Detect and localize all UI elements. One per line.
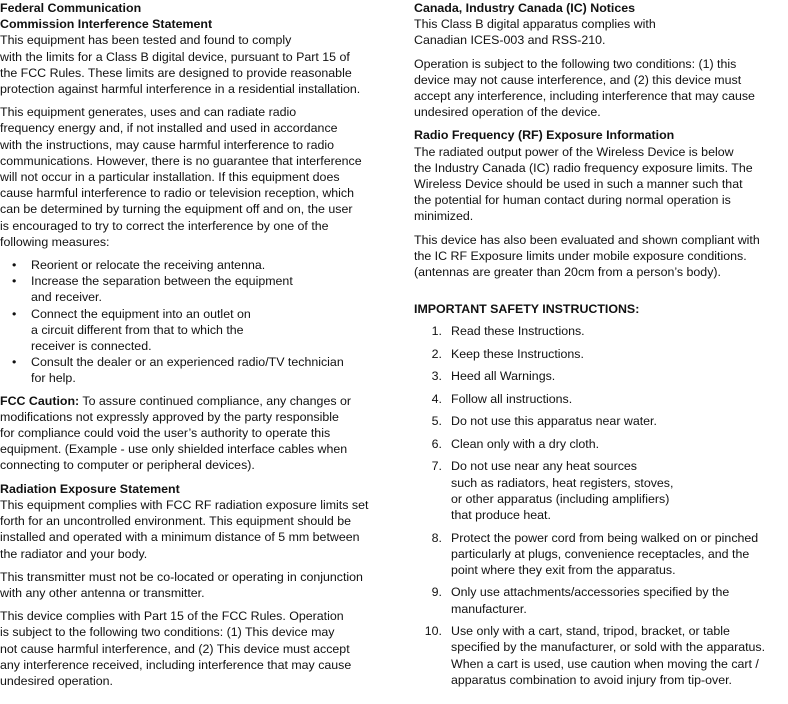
- text-line: Read these Instructions.: [451, 324, 585, 339]
- item-text: [451, 392, 572, 406]
- rf-heading: Radio Frequency (RF) Exposure Information: [414, 128, 675, 143]
- text-line: and receiver.: [31, 290, 102, 305]
- text-line: forth for an uncontrolled environment. This equipment should be: [0, 514, 352, 529]
- text-line: with the instructions, may cause harmful interference to radio: [0, 137, 335, 152]
- fcc-heading-line-1: Federal Communication: [0, 1, 142, 15]
- item-number: 3.: [431, 369, 442, 384]
- text-line: equipment. (Example - use only shielded interface cables when: [0, 442, 348, 457]
- item-text: [451, 369, 555, 383]
- radiation-paragraph-3: [0, 608, 392, 689]
- text-line: To assure continued compliance, any changes or: [79, 393, 351, 408]
- list-item: [414, 368, 788, 384]
- text-line: (antennas are greater than 20cm from a person’s body).: [414, 265, 721, 280]
- text-line: This equipment complies with FCC RF radiation exposure limits set: [0, 497, 369, 512]
- text-line: This device complies with Part 15 of the FCC Rules. Operation: [0, 609, 344, 624]
- text-line: The radiated output power of the Wireless Device is below: [414, 144, 734, 159]
- spacer: [414, 287, 788, 301]
- item-number: 10.: [424, 624, 442, 639]
- item-number: 5.: [431, 414, 442, 429]
- text-line: This Class B digital apparatus complies with: [414, 17, 656, 32]
- text-line: installed and operated with a minimum distance of 5 mm between: [0, 530, 360, 545]
- text-line: minimized.: [414, 209, 474, 224]
- fcc-caution: [0, 393, 392, 474]
- text-line: the FCC Rules. These limits are designed to provide reasonable: [0, 65, 352, 80]
- text-line: Clean only with a dry cloth.: [451, 436, 600, 451]
- list-item: [414, 436, 788, 452]
- fcc-paragraph-1: [0, 32, 392, 97]
- text-line: that produce heat.: [451, 508, 551, 523]
- list-item: [0, 273, 392, 305]
- text-line: This device has also been evaluated and shown compliant with: [414, 232, 760, 247]
- text-line: or other apparatus (including amplifiers): [451, 491, 670, 506]
- text-line: Consult the dealer or an experienced radio/TV technician: [31, 355, 344, 370]
- left-column: [0, 0, 392, 696]
- text-line: such as radiators, heat registers, stoves,: [451, 475, 674, 490]
- text-line: Keep these Instructions.: [451, 346, 584, 361]
- text-line: Protect the power cord from being walked on or pinched: [451, 530, 759, 545]
- text-line: This transmitter must not be co-located or operating in conjunction: [0, 569, 363, 584]
- text-line: Only use attachments/accessories specified by the: [451, 585, 730, 600]
- list-item: [0, 306, 392, 355]
- text-line: communications. However, there is no guarantee that interference: [0, 153, 362, 168]
- text-line: with the limits for a Class B digital device, pursuant to Part 15 of: [0, 49, 350, 64]
- list-item: [414, 623, 788, 688]
- ic-paragraph-1: [414, 16, 788, 48]
- text-line: undesired operation of the device.: [414, 105, 601, 120]
- text-line: Reorient or relocate the receiving antenna.: [31, 258, 266, 273]
- item-text: [451, 585, 729, 615]
- item-number: 7.: [431, 459, 442, 474]
- text-line: Canadian ICES-003 and RSS-210.: [414, 33, 606, 48]
- list-item: [414, 530, 788, 579]
- text-line: following measures:: [0, 234, 110, 249]
- rf-paragraph-1: [414, 144, 788, 225]
- measures-list: [0, 257, 392, 387]
- text-line: Connect the equipment into an outlet on: [31, 306, 251, 321]
- item-number: 8.: [431, 530, 442, 545]
- text-line: accept any interference, including interference that may cause: [414, 89, 755, 104]
- text-line: apparatus combination to avoid injury from tip-over.: [451, 672, 732, 687]
- text-line: manufacturer.: [451, 601, 527, 616]
- text-line: receiver is connected.: [31, 339, 152, 354]
- radiation-heading: Radiation Exposure Statement: [0, 481, 180, 496]
- list-item: [0, 257, 392, 273]
- item-number: 6.: [431, 436, 442, 451]
- text-line: will not occur in a particular installation. If this equipment does: [0, 170, 340, 185]
- fcc-caution-label: FCC Caution:: [0, 393, 80, 408]
- text-line: Increase the separation between the equipment: [31, 274, 293, 289]
- text-line: can be determined by turning the equipment off and on, the user: [0, 202, 353, 217]
- text-line: Do not use this apparatus near water.: [451, 414, 657, 429]
- item-number: 2.: [431, 346, 442, 361]
- text-line: Follow all instructions.: [451, 391, 573, 406]
- text-line: Wireless Device should be used in such a manner such that: [414, 177, 743, 192]
- text-line: undesired operation.: [0, 673, 113, 688]
- text-line: frequency energy and, if not installed and used in accordance: [0, 121, 338, 136]
- text-line: This equipment generates, uses and can radiate radio: [0, 105, 297, 120]
- text-line: modifications not expressly approved by the party responsible: [0, 409, 339, 424]
- item-number: 9.: [431, 585, 442, 600]
- text-line: the IC RF Exposure limits under mobile exposure conditions.: [414, 248, 747, 263]
- text-line: point where they exit from the apparatus.: [451, 562, 676, 577]
- text-line: cause harmful interference to radio or television reception, which: [0, 186, 355, 201]
- list-item: [0, 354, 392, 386]
- right-column: [414, 0, 788, 694]
- text-line: the radiator and your body.: [0, 546, 148, 561]
- ic-paragraph-2: [414, 56, 788, 121]
- radiation-paragraph-1: [0, 497, 392, 562]
- safety-instructions-list: [414, 323, 788, 688]
- list-item: [414, 346, 788, 362]
- text-line: the potential for human contact during normal operation is: [414, 193, 731, 208]
- text-line: Do not use near any heat sources: [451, 459, 637, 474]
- item-number: 1.: [431, 324, 442, 339]
- list-item: [414, 458, 788, 523]
- fcc-heading: [0, 0, 392, 32]
- text-line: any interference received, including interference that may cause: [0, 657, 352, 672]
- item-text: [451, 347, 584, 361]
- item-text: [451, 459, 673, 522]
- list-item: [414, 391, 788, 407]
- text-line: is subject to the following two conditions: (1) This device may: [0, 625, 335, 640]
- text-line: Heed all Warnings.: [451, 369, 556, 384]
- fcc-paragraph-2: [0, 104, 392, 250]
- text-line: This equipment has been tested and found to comply: [0, 33, 292, 48]
- text-line: connecting to computer or peripheral devices).: [0, 458, 255, 473]
- item-number: 4.: [431, 391, 442, 406]
- text-line: When a cart is used, use caution when moving the cart /: [451, 656, 759, 671]
- radiation-paragraph-2: [0, 569, 392, 601]
- list-item: [414, 413, 788, 429]
- text-line: particularly at plugs, convenience receptacles, and the: [451, 546, 750, 561]
- text-line: for compliance could void the user’s authority to operate this: [0, 426, 331, 441]
- text-line: for help.: [31, 371, 76, 386]
- item-text: [451, 624, 765, 687]
- text-line: specified by the manufacturer, or sold with the apparatus.: [451, 640, 766, 655]
- list-item: [414, 584, 788, 616]
- text-line: not cause harmful interference, and (2) This device must accept: [0, 641, 350, 656]
- ic-heading: Canada, Industry Canada (IC) Notices: [414, 1, 636, 15]
- text-line: with any other antenna or transmitter.: [0, 585, 205, 600]
- text-line: device may not cause interference, and (2) this device must: [414, 72, 742, 87]
- item-text: [451, 437, 599, 451]
- list-item: [414, 323, 788, 339]
- text-line: a circuit different from that to which the: [31, 322, 244, 337]
- item-text: [451, 324, 585, 338]
- rf-paragraph-2: [414, 232, 788, 281]
- item-text: [451, 531, 758, 577]
- text-line: Operation is subject to the following two conditions: (1) this: [414, 56, 737, 71]
- safety-heading: IMPORTANT SAFETY INSTRUCTIONS:: [414, 302, 640, 317]
- fcc-heading-line-2: Commission Interference Statement: [0, 17, 213, 32]
- item-text: [451, 414, 657, 428]
- text-line: protection against harmful interference in a residential installation.: [0, 82, 361, 97]
- text-line: the Industry Canada (IC) radio frequency exposure limits. The: [414, 160, 753, 175]
- text-line: Use only with a cart, stand, tripod, bracket, or table: [451, 624, 730, 639]
- text-line: is encouraged to try to correct the interference by one of the: [0, 218, 329, 233]
